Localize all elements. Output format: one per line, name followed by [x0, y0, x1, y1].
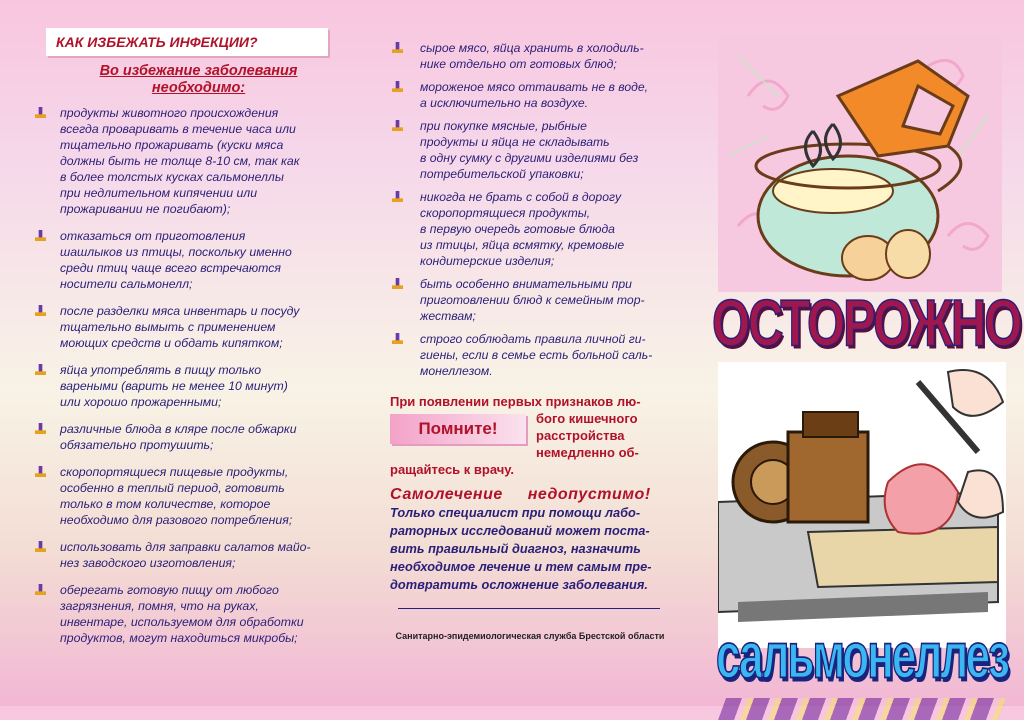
subheading: Во избежание заболевания необходимо:: [99, 63, 298, 96]
list-item: скоропортящиеся пищевые продукты, особенно в теплый период, готовить только в том количестве, которое необходимо для разового потребления;: [30, 464, 335, 528]
meat-grinder-illustration: [718, 362, 1006, 648]
bullet-marker-icon: [392, 278, 403, 289]
list-item: после разделки мяса инвентарь и посуду тщательно вымыть с применением моющих средств и обдать кипятком;: [30, 303, 335, 351]
warning-text: При появлении первых признаков лю- Помните! бого кишечного расстройства немедленно об- ращайтесь к врачу.: [390, 393, 682, 478]
selfmed-heading: Самолечение недопустимо!: [390, 486, 651, 503]
bullet-marker-icon: [35, 541, 46, 552]
bullet-marker-icon: [35, 466, 46, 477]
divider: [398, 608, 660, 609]
bullet-marker-icon: [35, 107, 46, 118]
list-item: отказаться от приготовления шашлыков из птицы, поскольку именно среди птиц чаще всего встречаются носители сальмонелл;: [30, 228, 335, 292]
title-caution: ОСТОРОЖНО: [712, 287, 1021, 361]
list-item: оберегать готовую пищу от любого загрязнения, помня, что на руках, инвентаре, используемом для обработки продуктов, могут находиться микробы;: [30, 582, 335, 646]
left-bullet-list: [30, 105, 335, 646]
bullet-marker-icon: [392, 42, 403, 53]
list-item: использовать для заправки салатов майо- нез заводского изготовления;: [30, 539, 335, 571]
meat-grinder-icon: [718, 362, 1006, 648]
title-shadow-decoration: [718, 698, 1006, 720]
bullet-marker-icon: [392, 120, 403, 131]
bullet-marker-icon: [35, 305, 46, 316]
bullet-marker-icon: [35, 423, 46, 434]
remember-badge: Помните!: [390, 414, 526, 444]
list-item: различные блюда в кляре после обжарки обязательно протушить;: [30, 421, 335, 453]
mixer-illustration: [718, 36, 1002, 292]
section-heading: КАК ИЗБЕЖАТЬ ИНФЕКЦИИ?: [46, 28, 328, 56]
bullet-marker-icon: [35, 364, 46, 375]
list-item: продукты животного происхождения всегда проваривать в течение часа или тщательно прожаривать (куски мяса должны быть не толще 8-10 см, так как в более толстых кусках сальмонеллы при недлительном кипячении или прожаривании не погибают);: [30, 105, 335, 217]
list-item: быть особенно внимательными при приготовлении блюд к семейным тор- жествам;: [390, 276, 682, 324]
mixer-icon: [718, 36, 1002, 292]
title-salmonellosis: сальмонеллез: [715, 620, 1009, 692]
list-item: строго соблюдать правила личной ги- гиены, если в семье есть больной саль- монеллезом.: [390, 331, 682, 379]
middle-bullet-list: [390, 40, 682, 379]
bullet-marker-icon: [35, 230, 46, 241]
bullet-marker-icon: [392, 333, 403, 344]
bullet-marker-icon: [392, 81, 403, 92]
middle-column: [390, 40, 682, 641]
footer-text: Санитарно-эпидемиологическая служба Брестской области: [395, 631, 665, 641]
specialist-text: Только специалист при помощи лабо- раторных исследований может поста- вить правильный диагноз, назначить необходимое лечение и тем самым пре- дотвратить осложнение заболевания.: [390, 505, 652, 592]
right-column: [712, 32, 1021, 706]
bullet-marker-icon: [392, 191, 403, 202]
list-item: яйца употреблять в пищу только вареными (варить не менее 10 минут) или хорошо прожаренными;: [30, 362, 335, 410]
list-item: при покупке мясные, рыбные продукты и яйца не складывать в одну сумку с другими изделиями без потребительской упаковки;: [390, 118, 682, 182]
warning-side-text: бого кишечного расстройства немедленно об-: [536, 411, 639, 460]
bullet-marker-icon: [35, 584, 46, 595]
list-item: сырое мясо, яйца хранить в холодиль- нике отдельно от готовых блюд;: [390, 40, 682, 72]
list-item: мороженое мясо оттаивать не в воде, а исключительно на воздухе.: [390, 79, 682, 111]
left-column: [30, 28, 335, 657]
list-item: никогда не брать с собой в дорогу скоропортящиеся продукты, в первую очередь готовые блюда из птицы, яйца всмятку, кремовые кондитерские изделия;: [390, 189, 682, 269]
